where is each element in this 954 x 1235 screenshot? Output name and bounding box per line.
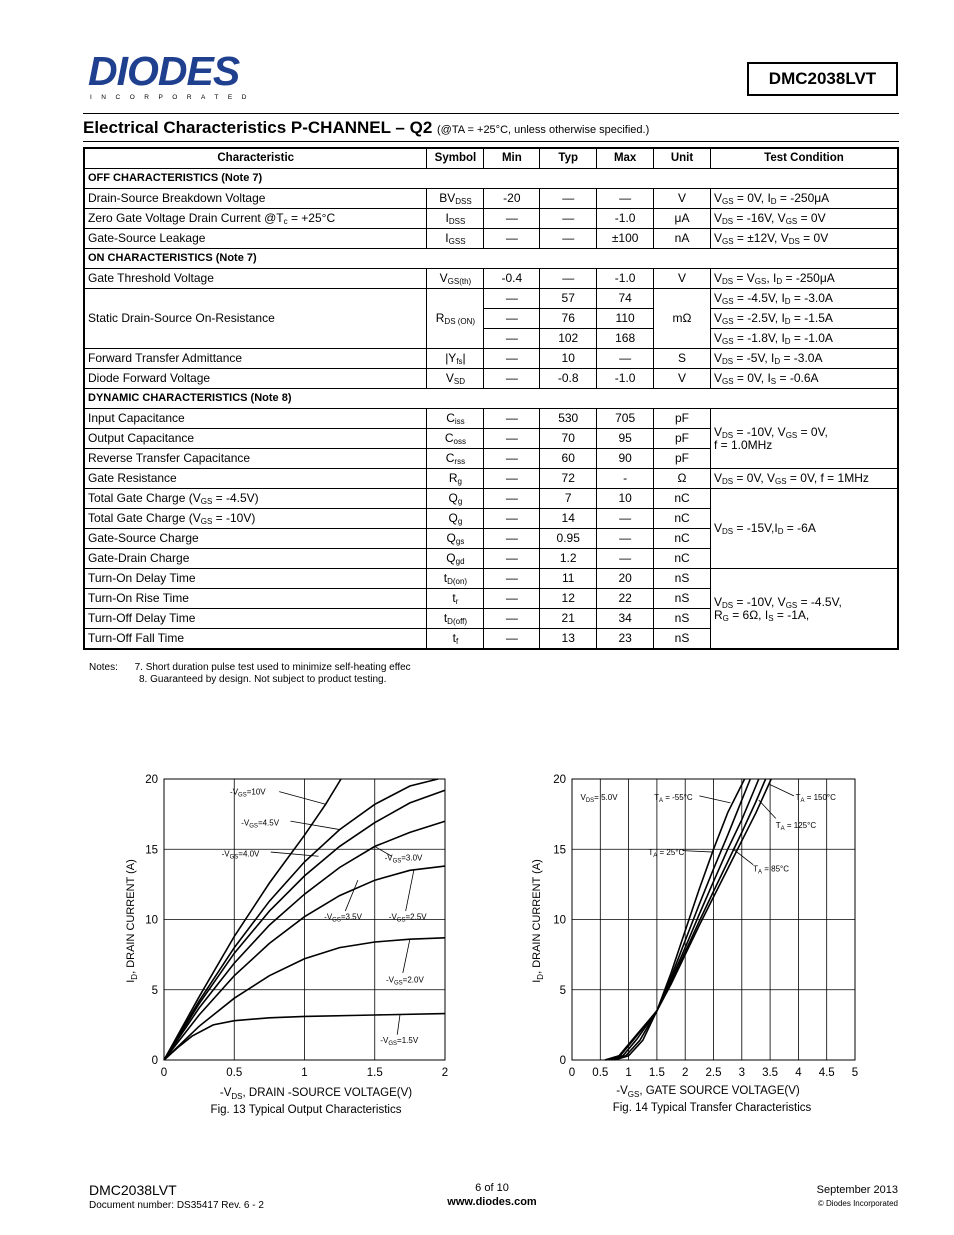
annotation-label: $T_A = 150^\circ C$: [795, 793, 836, 805]
x-tick-label: 3.5: [762, 1067, 779, 1079]
characteristic: Turn-On Rise Time: [84, 589, 427, 609]
max: ±100: [597, 229, 654, 249]
min: —: [484, 289, 540, 309]
section-title-text: Electrical Characteristics P-CHANNEL – Q2: [83, 118, 433, 137]
annotation-leader: [682, 851, 713, 852]
y-tick-label: 10: [145, 914, 158, 927]
y-tick-label: 5: [559, 984, 566, 997]
annotation-leader: [279, 792, 325, 805]
x-tick-label: 3: [738, 1067, 746, 1079]
max: —: [597, 529, 654, 549]
characteristic: Gate-Drain Charge: [84, 549, 427, 569]
logo-subtext: INCORPORATED: [90, 94, 256, 101]
characteristic: Gate-Source Leakage: [84, 229, 427, 249]
unit: V: [654, 189, 711, 209]
max: -1.0: [597, 369, 654, 389]
symbol: $t_{D(on)}$: [427, 569, 484, 589]
annotation-label: $T_A = 125^\circ C$: [775, 821, 817, 833]
unit: nC: [654, 509, 711, 529]
tick-labels: [553, 774, 858, 1079]
max: 110: [597, 309, 654, 329]
x-tick-label: 4: [795, 1067, 802, 1079]
part-number-box: DMC2038LVT: [747, 62, 898, 96]
annotation-label: $-V_{GS}=2.0V$: [385, 975, 424, 987]
annotation-label: $V_{DS}= 5.0V$: [580, 793, 618, 805]
typ: 13: [540, 629, 597, 650]
unit: nS: [654, 629, 711, 650]
annotation-label: $T_A = 85^\circ C$: [753, 864, 790, 876]
symbol: $R_g$: [427, 469, 484, 489]
unit: mΩ: [654, 289, 711, 349]
symbol: $Q_g$: [427, 489, 484, 509]
unit: nS: [654, 589, 711, 609]
min: —: [484, 369, 540, 389]
min: —: [484, 469, 540, 489]
footer-doc-number: Document number: DS35417 Rev. 6 - 2: [89, 1200, 264, 1211]
characteristic: Forward Transfer Admittance: [84, 349, 427, 369]
annotation-leader: [375, 846, 392, 856]
min: —: [484, 609, 540, 629]
col-header: Max: [597, 148, 654, 169]
footer-center: [437, 1182, 547, 1208]
test-condition: $V_{GS} = -4.5V$, $I_D = -3.0A$: [710, 289, 898, 309]
annotation-leader: [271, 852, 319, 856]
min: —: [484, 449, 540, 469]
min: —: [484, 349, 540, 369]
unit: nC: [654, 549, 711, 569]
symbol: $V_{GS(th)}$: [427, 269, 484, 289]
test-condition: $V_{GS} = -1.8V$, $I_D = -1.0A$: [710, 329, 898, 349]
max: 34: [597, 609, 654, 629]
y-tick-label: 20: [553, 774, 566, 786]
page-number: 6 of 10: [475, 1182, 509, 1194]
test-condition: $V_{DS} = -5V$, $I_D = -3.0A$: [710, 349, 898, 369]
symbol: $V_{SD}$: [427, 369, 484, 389]
chart-transfer-characteristics: [520, 765, 870, 1125]
unit: V: [654, 369, 711, 389]
annotation-leader: [770, 785, 794, 796]
test-condition: $V_{DS} = V_{GS}$, $I_D = -250\mu A$: [710, 269, 898, 289]
annotation-label: $-V_{GS}=3.5V$: [324, 912, 362, 924]
min: —: [484, 589, 540, 609]
typ: —: [540, 229, 597, 249]
typ: 12: [540, 589, 597, 609]
max: -1.0: [597, 269, 654, 289]
table-row: [84, 269, 898, 289]
annotation-leader: [397, 1014, 400, 1034]
col-header: Symbol: [427, 148, 484, 169]
characteristic: Gate-Source Charge: [84, 529, 427, 549]
y-axis-label: $I_D$, DRAIN CURRENT (A): [125, 859, 139, 983]
annotation-label: $-V_{GS}=1.5V$: [380, 1036, 419, 1048]
typ: 530: [540, 409, 597, 429]
annotation-leader: [403, 939, 410, 973]
characteristic: Output Capacitance: [84, 429, 427, 449]
table-row: [84, 489, 898, 509]
min: —: [484, 549, 540, 569]
unit: S: [654, 349, 711, 369]
table-header-row: [84, 148, 898, 169]
chart-title: Fig. 13 Typical Output Characteristics: [210, 1104, 402, 1116]
max: —: [597, 509, 654, 529]
note-7: 7. Short duration pulse test used to minimize self-heating effec: [134, 662, 411, 673]
table-row: [84, 369, 898, 389]
y-tick-label: 0: [559, 1055, 566, 1067]
footer-right: [760, 1184, 898, 1208]
annotation-leader: [290, 821, 339, 829]
characteristic: Turn-On Delay Time: [84, 569, 427, 589]
characteristic: Turn-Off Fall Time: [84, 629, 427, 650]
test-condition: $V_{DS} = -10V$, $V_{GS} = 0V$, f = 1.0MHz: [710, 409, 898, 469]
typ: 7: [540, 489, 597, 509]
typ: 21: [540, 609, 597, 629]
typ: 60: [540, 449, 597, 469]
annotation-label: $-V_{GS}=4.0V$: [221, 849, 260, 861]
y-tick-label: 15: [145, 844, 158, 857]
table-row: [84, 349, 898, 369]
annotation-label: $T_A = -55^\circ C$: [654, 793, 693, 805]
max: -1.0: [597, 209, 654, 229]
section-condition: (@TA = +25°C, unless otherwise specified.): [437, 124, 650, 136]
test-condition: $V_{DS} = -10V$, $V_{GS} = -4.5V$, $R_G = 6\Omega$, $I_S = -1A$,: [710, 569, 898, 650]
symbol: $Q_{gs}$: [427, 529, 484, 549]
characteristic: Static Drain-Source On-Resistance: [84, 289, 427, 349]
symbol: $BV_{DSS}$: [427, 189, 484, 209]
x-tick-label: 2: [441, 1067, 449, 1079]
typ: 102: [540, 329, 597, 349]
notes: [89, 662, 411, 686]
test-condition: $V_{GS} = 0V$, $I_D = -250\mu A$: [710, 189, 898, 209]
symbol: $Q_{gd}$: [427, 549, 484, 569]
test-condition: $V_{GS} = 0V$, $I_S = -0.6A$: [710, 369, 898, 389]
logo-text: DIODES: [88, 48, 240, 94]
characteristic: Zero Gate Voltage Drain Current $@T_c = +25^\circ C$: [84, 209, 427, 229]
max: 168: [597, 329, 654, 349]
section-row: [84, 169, 898, 189]
x-tick-label: 1: [301, 1067, 308, 1079]
x-tick-label: 2.5: [705, 1067, 722, 1079]
max: —: [597, 189, 654, 209]
typ: 0.95: [540, 529, 597, 549]
unit: pF: [654, 409, 711, 429]
typ: 70: [540, 429, 597, 449]
header-rule: [83, 113, 899, 114]
test-condition: $V_{GS} = -2.5V$, $I_D = -1.5A$: [710, 309, 898, 329]
y-tick-label: 10: [553, 914, 566, 927]
characteristic: Gate Threshold Voltage: [84, 269, 427, 289]
annotations: [222, 787, 428, 1047]
x-tick-label: 0: [568, 1067, 576, 1079]
test-condition: $V_{DS} = -15V,I_D = -6A$: [710, 489, 898, 569]
typ: 11: [540, 569, 597, 589]
col-header: Unit: [654, 148, 711, 169]
test-condition: $V_{DS} = -16V$, $V_{GS} = 0V$: [710, 209, 898, 229]
unit: pF: [654, 429, 711, 449]
symbol: $t_r$: [427, 589, 484, 609]
section-row: [84, 249, 898, 269]
unit: μA: [654, 209, 711, 229]
x-axis-label: $-V_{GS}$, GATE SOURCE VOLTAGE(V): [616, 1085, 800, 1099]
unit: nC: [654, 489, 711, 509]
max: 90: [597, 449, 654, 469]
characteristic: Gate Resistance: [84, 469, 427, 489]
symbol: $I_{GSS}$: [427, 229, 484, 249]
typ: —: [540, 189, 597, 209]
characteristic: Total Gate Charge $(V_{GS} = -4.5V)$: [84, 489, 427, 509]
note-8: 8. Guaranteed by design. Not subject to product testing.: [139, 674, 387, 685]
characteristic: Diode Forward Voltage: [84, 369, 427, 389]
typ: —: [540, 269, 597, 289]
symbol: $C_{iss}$: [427, 409, 484, 429]
chart-title: Fig. 14 Typical Transfer Characteristics: [612, 1102, 812, 1114]
characteristic: Reverse Transfer Capacitance: [84, 449, 427, 469]
min: —: [484, 629, 540, 650]
section-title: [83, 118, 649, 138]
annotation-label: $-V_{GS}=2.5V$: [388, 912, 427, 924]
table-row: [84, 189, 898, 209]
symbol: $|Y_{fs}|$: [427, 349, 484, 369]
unit: nS: [654, 609, 711, 629]
max: 20: [597, 569, 654, 589]
characteristic: Total Gate Charge $(V_{GS} = -10V)$: [84, 509, 427, 529]
test-condition: $V_{GS} = \pm 12V$, $V_{DS} = 0V$: [710, 229, 898, 249]
section-label-dynamic: DYNAMIC CHARACTERISTICS (Note 8): [84, 389, 898, 409]
annotation-label: $-V_{GS}=10V$: [230, 787, 266, 799]
table-row: [84, 209, 898, 229]
min: —: [484, 229, 540, 249]
y-tick-label: 15: [553, 844, 566, 857]
unit: nS: [654, 569, 711, 589]
col-header: Characteristic: [84, 148, 427, 169]
unit: V: [654, 269, 711, 289]
annotation-leader: [759, 800, 776, 818]
max: 705: [597, 409, 654, 429]
symbol: $C_{oss}$: [427, 429, 484, 449]
symbol: $I_{DSS}$: [427, 209, 484, 229]
diodes-logo: [88, 48, 263, 101]
y-tick-label: 20: [145, 774, 158, 786]
unit: Ω: [654, 469, 711, 489]
x-axis-label: $-V_{DS}$, DRAIN -SOURCE VOLTAGE(V): [219, 1087, 413, 1101]
annotation-leader: [699, 796, 730, 803]
table-row: [84, 469, 898, 489]
footer-left: [89, 1182, 264, 1211]
min: —: [484, 309, 540, 329]
x-tick-label: 0: [160, 1067, 168, 1079]
min: —: [484, 209, 540, 229]
tick-labels: [145, 774, 448, 1079]
annotation-label: $T_A = 25^\circ C$: [648, 847, 685, 859]
characteristic: Drain-Source Breakdown Voltage: [84, 189, 427, 209]
typ: -0.8: [540, 369, 597, 389]
symbol: $t_f$: [427, 629, 484, 650]
min: —: [484, 569, 540, 589]
title-rule: [83, 141, 899, 142]
notes-label: Notes:: [89, 662, 118, 673]
annotation-leader: [406, 869, 414, 911]
x-tick-label: 4.5: [818, 1067, 835, 1079]
test-condition: $V_{DS} = 0V$, $V_{GS} = 0V$, f = 1MHz: [710, 469, 898, 489]
y-tick-label: 5: [151, 984, 158, 997]
max: 10: [597, 489, 654, 509]
typ: 57: [540, 289, 597, 309]
table-row: [84, 569, 898, 589]
typ: 72: [540, 469, 597, 489]
symbol: $t_{D(off)}$: [427, 609, 484, 629]
section-row: [84, 389, 898, 409]
max: 95: [597, 429, 654, 449]
max: —: [597, 549, 654, 569]
table-row: [84, 229, 898, 249]
col-header: Min: [484, 148, 540, 169]
symbol: $R_{DS (ON)}$: [427, 289, 484, 349]
col-header: Typ: [540, 148, 597, 169]
typ: 14: [540, 509, 597, 529]
unit: pF: [654, 449, 711, 469]
annotation-leader: [733, 849, 753, 864]
min: —: [484, 329, 540, 349]
min: -0.4: [484, 269, 540, 289]
section-label-off: OFF CHARACTERISTICS (Note 7): [84, 169, 898, 189]
symbol: $Q_g$: [427, 509, 484, 529]
max: 74: [597, 289, 654, 309]
typ: 10: [540, 349, 597, 369]
annotation-leader: [345, 880, 358, 911]
annotation-label: $-V_{GS}=4.5V$: [241, 818, 280, 830]
min: —: [484, 529, 540, 549]
chart-output-characteristics: [110, 765, 470, 1125]
table-row: [84, 409, 898, 429]
electrical-characteristics-table: [83, 147, 899, 650]
min: —: [484, 429, 540, 449]
min: —: [484, 509, 540, 529]
max: —: [597, 349, 654, 369]
footer-copyright: © Diodes Incorporated: [817, 1199, 898, 1208]
col-header: Test Condition: [710, 148, 898, 169]
min: —: [484, 409, 540, 429]
x-tick-label: 1.5: [366, 1067, 383, 1079]
min: -20: [484, 189, 540, 209]
x-tick-label: 2: [681, 1067, 689, 1079]
y-tick-label: 0: [151, 1055, 158, 1067]
unit: nA: [654, 229, 711, 249]
x-tick-label: 1: [625, 1067, 632, 1079]
unit: nC: [654, 529, 711, 549]
max: 23: [597, 629, 654, 650]
website-link[interactable]: www.diodes.com: [447, 1196, 537, 1208]
symbol: $C_{rss}$: [427, 449, 484, 469]
section-label-on: ON CHARACTERISTICS (Note 7): [84, 249, 898, 269]
footer-date: September 2013: [816, 1184, 898, 1196]
footer-part-number: DMC2038LVT: [89, 1182, 177, 1198]
x-tick-label: 5: [851, 1067, 859, 1079]
characteristic: Turn-Off Delay Time: [84, 609, 427, 629]
characteristic: Input Capacitance: [84, 409, 427, 429]
typ: 76: [540, 309, 597, 329]
table-row: [84, 289, 898, 309]
min: —: [484, 489, 540, 509]
x-tick-label: 0.5: [592, 1067, 609, 1079]
typ: 1.2: [540, 549, 597, 569]
x-tick-label: 0.5: [226, 1067, 243, 1079]
max: -: [597, 469, 654, 489]
x-tick-label: 1.5: [648, 1067, 665, 1079]
y-axis-label: $I_D$, DRAIN CURRENT (A): [531, 859, 545, 983]
typ: —: [540, 209, 597, 229]
max: 22: [597, 589, 654, 609]
annotation-label: $-V_{GS}=3.0V$: [384, 853, 423, 865]
